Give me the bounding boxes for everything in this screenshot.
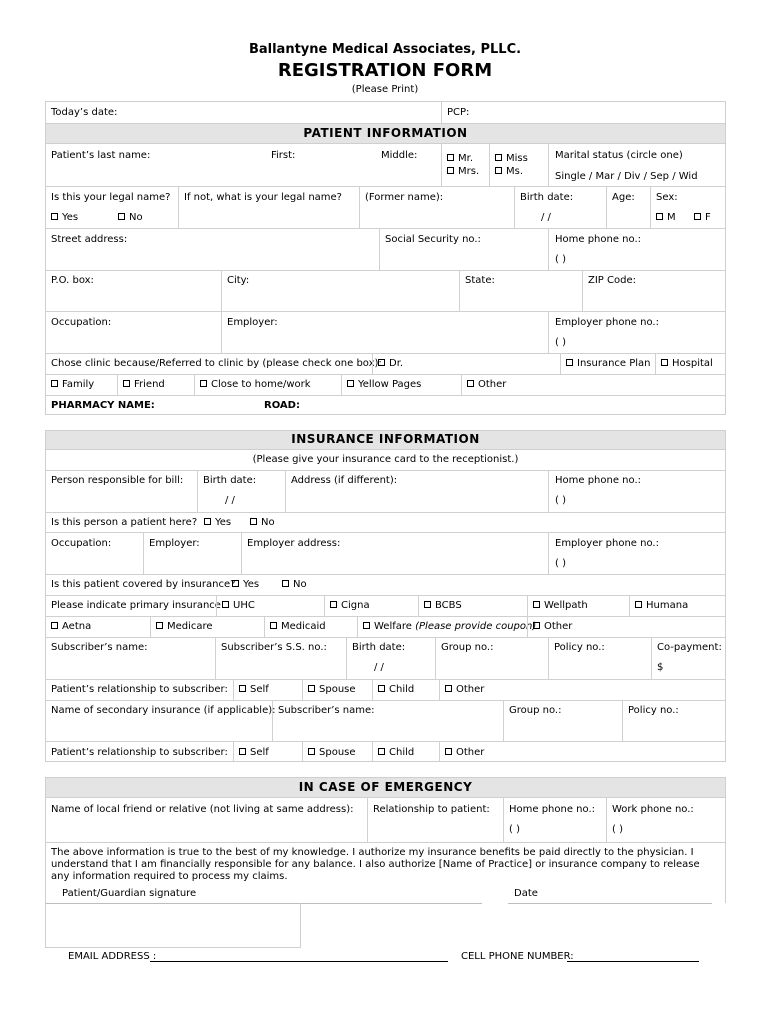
copayment-field[interactable]: Co-payment: [657,642,722,653]
checkbox-icon [239,748,246,755]
signature-box[interactable] [45,903,301,948]
mr-label: Mr. [458,153,473,164]
is-patient-question: Is this person a patient here? [51,517,198,528]
humana-checkbox[interactable] [635,600,688,612]
cigna-checkbox[interactable] [330,600,370,612]
checkbox-icon [378,685,385,692]
mr-checkbox[interactable] [447,153,473,165]
aetna-label: Aetna [62,621,92,632]
birth-date-slashes: / / [541,212,551,223]
sex-m-checkbox[interactable] [656,212,676,224]
m-label: M [667,212,676,223]
is-patient-no-checkbox[interactable] [250,517,275,529]
legal-name-field[interactable]: If not, what is your legal name? [184,192,342,203]
insurance-information-heading: INSURANCE INFORMATION [291,432,480,446]
subscriber-name-field[interactable]: Subscriber’s name: [51,642,148,653]
todays-date-field[interactable]: Today’s date: [51,107,118,118]
wellpath-label: Wellpath [544,600,588,611]
secondary-relationship-child-checkbox[interactable] [378,747,414,759]
checkbox-icon [533,601,540,608]
emergency-heading: IN CASE OF EMERGENCY [298,780,473,794]
marital-status-label: Marital status (circle one) [555,150,683,161]
occupation-field[interactable]: Occupation: [51,317,112,328]
referral-question: Chose clinic because/Referred to clinic by (please check one box): [51,358,382,369]
checkbox-icon [495,167,502,174]
checkbox-icon [308,685,315,692]
checkbox-icon [445,748,452,755]
checkbox-icon [495,154,502,161]
checkbox-icon [232,580,239,587]
checkbox-icon [118,213,125,220]
checkbox-icon [467,380,474,387]
employer-phone-field[interactable]: Employer phone no.: [555,317,659,328]
relationship-self-checkbox[interactable] [239,684,269,696]
checkbox-icon [566,359,573,366]
pharmacy-road-field[interactable]: ROAD: [264,400,300,411]
medicare-checkbox[interactable] [156,621,213,633]
cell-phone-line[interactable] [567,961,699,962]
welfare-label: Welfare [374,621,416,632]
no-label: No [293,579,307,590]
checkbox-icon [447,154,454,161]
home-phone-parens: ( ) [555,254,566,265]
policy-number-field[interactable]: Policy no.: [554,642,605,653]
secondary-relationship-spouse-checkbox[interactable] [308,747,356,759]
email-address-label: EMAIL ADDRESS : [68,951,157,962]
other-label: Other [544,621,573,632]
group-number-field[interactable]: Group no.: [441,642,494,653]
responsible-home-phone-field[interactable]: Home phone no.: [555,475,642,486]
responsible-birth-date-slashes: / / [225,495,235,506]
referral-insurance-plan-checkbox[interactable] [566,358,651,370]
checkbox-icon [445,685,452,692]
checkbox-icon [123,380,130,387]
emergency-home-phone-field[interactable]: Home phone no.: [509,804,596,815]
middle-name-field[interactable]: Middle: [381,150,418,161]
checkbox-icon [282,580,289,587]
referral-dr-checkbox[interactable] [378,358,403,370]
practice-name: Ballantyne Medical Associates, PLLC. [248,42,522,57]
referral-close-to-home-checkbox[interactable] [200,379,311,391]
cigna-label: Cigna [341,600,370,611]
family-label: Family [62,379,95,390]
insurance-card-note: (Please give your insurance card to the receptionist.) [252,454,519,465]
welfare-note: (Please provide coupon) [415,621,537,632]
checkbox-icon [661,359,668,366]
date-label: Date [514,888,538,899]
medicaid-checkbox[interactable] [270,621,326,633]
miss-label: Miss [506,153,528,164]
zip-field[interactable]: ZIP Code: [588,275,636,286]
referral-hospital-checkbox[interactable] [661,358,713,370]
responsible-address-field[interactable]: Address (if different): [291,475,398,486]
secondary-relationship-other-checkbox[interactable] [445,747,484,759]
last-name-field[interactable]: Patient’s last name: [51,150,151,161]
uhc-label: UHC [233,600,255,611]
wellpath-checkbox[interactable] [533,600,588,612]
child-label: Child [389,747,415,758]
hospital-label: Hospital [672,358,713,369]
responsible-party-field[interactable]: Person responsible for bill: [51,475,184,486]
bcbs-checkbox[interactable] [424,600,462,612]
insured-employer-phone-field[interactable]: Employer phone no.: [555,538,659,549]
home-phone-field[interactable]: Home phone no.: [555,234,642,245]
subscriber-birth-date-slashes: / / [374,662,384,673]
other-label: Other [456,747,485,758]
responsible-home-phone-parens: ( ) [555,495,566,506]
checkbox-icon [51,213,58,220]
emergency-work-phone-parens: ( ) [612,824,623,835]
checkbox-icon [51,380,58,387]
insured-employer-field[interactable]: Employer: [149,538,200,549]
age-field[interactable]: Age: [612,192,635,203]
consent-statement: The above information is true to the best of my knowledge. I authorize my insurance benefits be paid directly to the physician. I understand that I am financially responsible for any balance. I also authorize [Name of Practice] or insurance company to release any information required to process my claims. [51,847,700,882]
birth-date-field[interactable]: Birth date: [520,192,574,203]
marital-status-options[interactable]: Single / Mar / Div / Sep / Wid [555,171,698,182]
checkbox-icon [424,601,431,608]
ms-checkbox[interactable] [495,166,523,178]
no-label: No [129,212,143,223]
relationship-child-checkbox[interactable] [378,684,414,696]
yes-label: Yes [62,212,79,223]
checkbox-icon [204,518,211,525]
yes-label: Yes [243,579,260,590]
checkbox-icon [378,748,385,755]
relationship-other-checkbox[interactable] [445,684,484,696]
insured-employer-phone-parens: ( ) [555,558,566,569]
self-label: Self [250,684,269,695]
checkbox-icon [378,359,385,366]
uhc-checkbox[interactable] [222,600,255,612]
pharmacy-name-field[interactable]: PHARMACY NAME: [51,400,155,411]
sex-f-checkbox[interactable] [694,212,711,224]
former-name-field[interactable]: (Former name): [365,192,444,203]
mrs-label: Mrs. [458,166,480,177]
legal-name-yes-checkbox[interactable] [51,212,78,224]
secondary-relationship-label: Patient’s relationship to subscriber: [51,747,228,758]
ssn-field[interactable]: Social Security no.: [385,234,481,245]
checkbox-icon [656,213,663,220]
email-address-line[interactable] [150,961,448,962]
checkbox-icon [222,601,229,608]
relationship-label: Patient’s relationship to subscriber: [51,684,228,695]
covered-no-checkbox[interactable] [282,579,307,591]
patient-information-heading: PATIENT INFORMATION [303,126,468,140]
checkbox-icon [51,622,58,629]
yes-label: Yes [215,517,232,528]
secondary-group-number-field[interactable]: Group no.: [509,705,562,716]
form-title: REGISTRATION FORM [277,60,493,81]
medicare-label: Medicare [167,621,213,632]
please-print-note: (Please Print) [351,84,419,95]
checkbox-icon [250,518,257,525]
insurance-plan-label: Insurance Plan [577,358,651,369]
checkbox-icon [363,622,370,629]
cell-phone-label: CELL PHONE NUMBER: [461,951,574,962]
spouse-label: Spouse [319,747,356,758]
dr-label: Dr. [389,358,404,369]
spouse-label: Spouse [319,684,356,695]
subscriber-birth-date-field[interactable]: Birth date: [352,642,406,653]
friend-label: Friend [134,379,165,390]
checkbox-icon [694,213,701,220]
city-field[interactable]: City: [227,275,250,286]
checkbox-icon [347,380,354,387]
covered-question: Is this patient covered by insurance? [51,579,236,590]
legal-name-no-checkbox[interactable] [118,212,143,224]
employer-field[interactable]: Employer: [227,317,278,328]
primary-insurance-label: Please indicate primary insurance [51,600,221,611]
other-label: Other [478,379,507,390]
close-to-home-label: Close to home/work [211,379,311,390]
humana-label: Humana [646,600,689,611]
checkbox-icon [308,748,315,755]
is-patient-yes-checkbox[interactable] [204,517,231,529]
copayment-dollar-sign: $ [657,662,664,673]
medicaid-label: Medicaid [281,621,326,632]
subscriber-ss-field[interactable]: Subscriber’s S.S. no.: [221,642,327,653]
other-label: Other [456,684,485,695]
covered-yes-checkbox[interactable] [232,579,259,591]
bcbs-label: BCBS [435,600,462,611]
checkbox-icon [270,622,277,629]
signature-label: Patient/Guardian signature [62,888,197,899]
pcp-field[interactable]: PCP: [447,107,470,118]
ms-label: Ms. [506,166,524,177]
employer-phone-parens: ( ) [555,337,566,348]
welfare-checkbox[interactable] [363,621,536,633]
checkbox-icon [330,601,337,608]
sex-label: Sex: [656,192,678,203]
checkbox-icon [239,685,246,692]
checkbox-icon [635,601,642,608]
secondary-policy-number-field[interactable]: Policy no.: [628,705,679,716]
self-label: Self [250,747,269,758]
f-label: F [705,212,711,223]
po-box-field[interactable]: P.O. box: [51,275,94,286]
emergency-contact-name-field[interactable]: Name of local friend or relative (not living at same address): [51,804,354,815]
checkbox-icon [533,622,540,629]
emergency-home-phone-parens: ( ) [509,824,520,835]
checkbox-icon [200,380,207,387]
other-insurance-checkbox[interactable] [533,621,572,633]
insured-employer-address-field[interactable]: Employer address: [247,538,341,549]
child-label: Child [389,684,415,695]
yellow-pages-label: Yellow Pages [358,379,422,390]
first-name-field[interactable]: First: [271,150,296,161]
insured-occupation-field[interactable]: Occupation: [51,538,112,549]
no-label: No [261,517,275,528]
referral-yellow-pages-checkbox[interactable] [347,379,421,391]
street-address-field[interactable]: Street address: [51,234,128,245]
emergency-work-phone-field[interactable]: Work phone no.: [612,804,694,815]
aetna-checkbox[interactable] [51,621,91,633]
referral-friend-checkbox[interactable] [123,379,165,391]
secondary-relationship-self-checkbox[interactable] [239,747,269,759]
emergency-relationship-field[interactable]: Relationship to patient: [373,804,490,815]
state-field[interactable]: State: [465,275,495,286]
checkbox-icon [447,167,454,174]
mrs-checkbox[interactable] [447,166,479,178]
referral-family-checkbox[interactable] [51,379,94,391]
referral-other-checkbox[interactable] [467,379,506,391]
checkbox-icon [156,622,163,629]
relationship-spouse-checkbox[interactable] [308,684,356,696]
secondary-subscriber-name-field[interactable]: Subscriber’s name: [278,705,375,716]
miss-checkbox[interactable] [495,153,528,165]
legal-name-question: Is this your legal name? [51,192,171,203]
responsible-birth-date-field[interactable]: Birth date: [203,475,257,486]
secondary-insurance-field[interactable]: Name of secondary insurance (if applicable): [51,705,276,716]
